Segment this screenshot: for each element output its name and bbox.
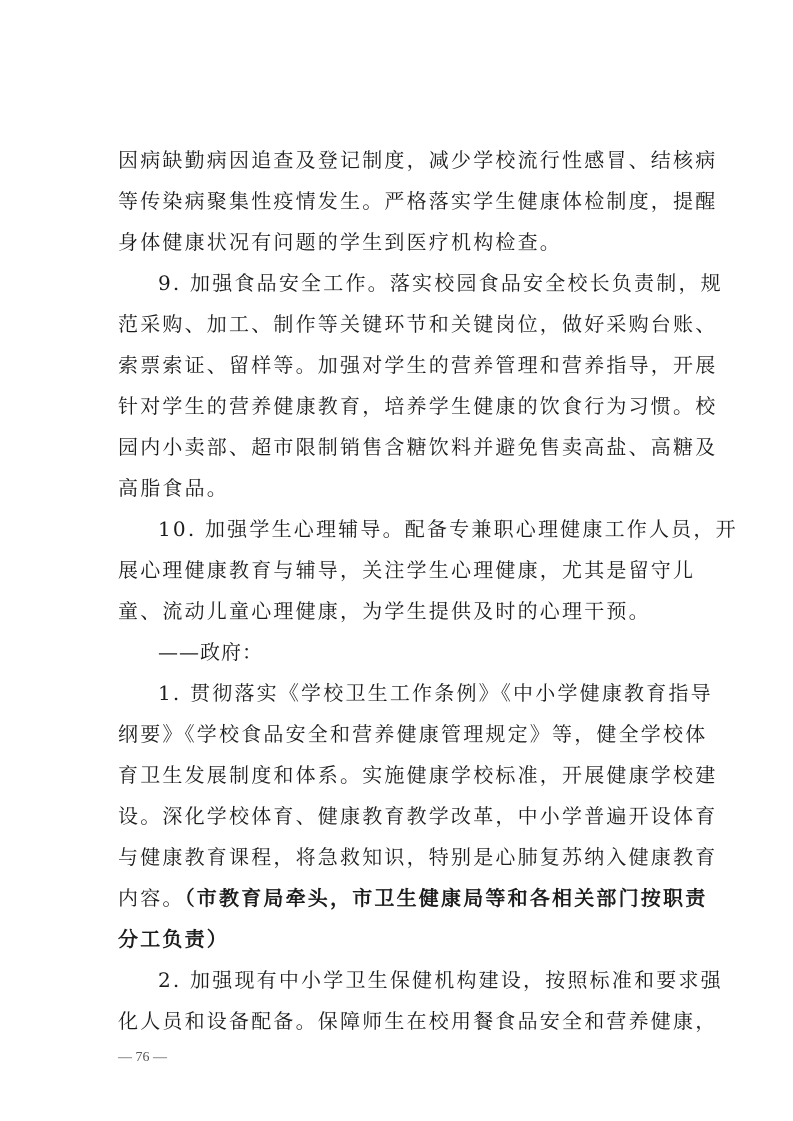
- paragraph-line: 身体健康状况有问题的学生到医疗机构检查。: [118, 230, 562, 254]
- paragraph-line: 2. 加强现有中小学卫生保健机构建设，按照标准和要求强: [158, 968, 723, 992]
- paragraph-line: 9. 加强食品安全工作。落实校园食品安全校长负责制，规: [158, 271, 723, 295]
- paragraph-line: 与健康教育课程，将急救知识，特别是心肺复苏纳入健康教育: [118, 845, 718, 869]
- paragraph-line: 范采购、加工、制作等关键环节和关键岗位，做好采购台账、: [118, 312, 718, 336]
- paragraph-line: 因病缺勤病因追查及登记制度，减少学校流行性感冒、结核病: [118, 148, 718, 172]
- paragraph-line: 索票索证、留样等。加强对学生的营养管理和营养指导，开展: [118, 353, 718, 377]
- page-number: — 76 —: [118, 1050, 167, 1065]
- paragraph-line: 设。深化学校体育、健康教育教学改革，中小学普遍开设体育: [118, 804, 718, 828]
- paragraph-line: 10. 加强学生心理辅导。配备专兼职心理健康工作人员，开: [158, 517, 738, 541]
- paragraph-line: 针对学生的营养健康教育，培养学生健康的饮食行为习惯。校: [118, 394, 718, 418]
- paragraph-text: 内容。: [118, 886, 185, 910]
- paragraph-line: 1. 贯彻落实《学校卫生工作条例》《中小学健康教育指导: [158, 681, 713, 705]
- paragraph-line: 育卫生发展制度和体系。实施健康学校标准，开展健康学校建: [118, 763, 718, 787]
- responsibility-note: 分工负责）: [118, 927, 229, 951]
- paragraph-line: [118, 880, 708, 916]
- paragraph-line: 园内小卖部、超市限制销售含糖饮料并避免售卖高盐、高糖及: [118, 435, 718, 459]
- paragraph-line: 童、流动儿童心理健康，为学生提供及时的心理干预。: [118, 599, 651, 623]
- paragraph-line: 纲要》《学校食品安全和营养健康管理规定》等，健全学校体: [118, 722, 708, 746]
- paragraph-line: 展心理健康教育与辅导，关注学生心理健康，尤其是留守儿: [118, 558, 696, 582]
- section-heading: ——政府：: [158, 640, 263, 664]
- paragraph-line: 高脂食品。: [118, 476, 229, 500]
- paragraph-line: 等传染病聚集性疫情发生。严格落实学生健康体检制度，提醒: [118, 189, 718, 213]
- responsibility-note: （市教育局牵头，市卫生健康局等和各相关部门按职责: [184, 886, 708, 910]
- paragraph-line: 化人员和设备配备。保障师生在校用餐食品安全和营养健康，: [118, 1009, 718, 1033]
